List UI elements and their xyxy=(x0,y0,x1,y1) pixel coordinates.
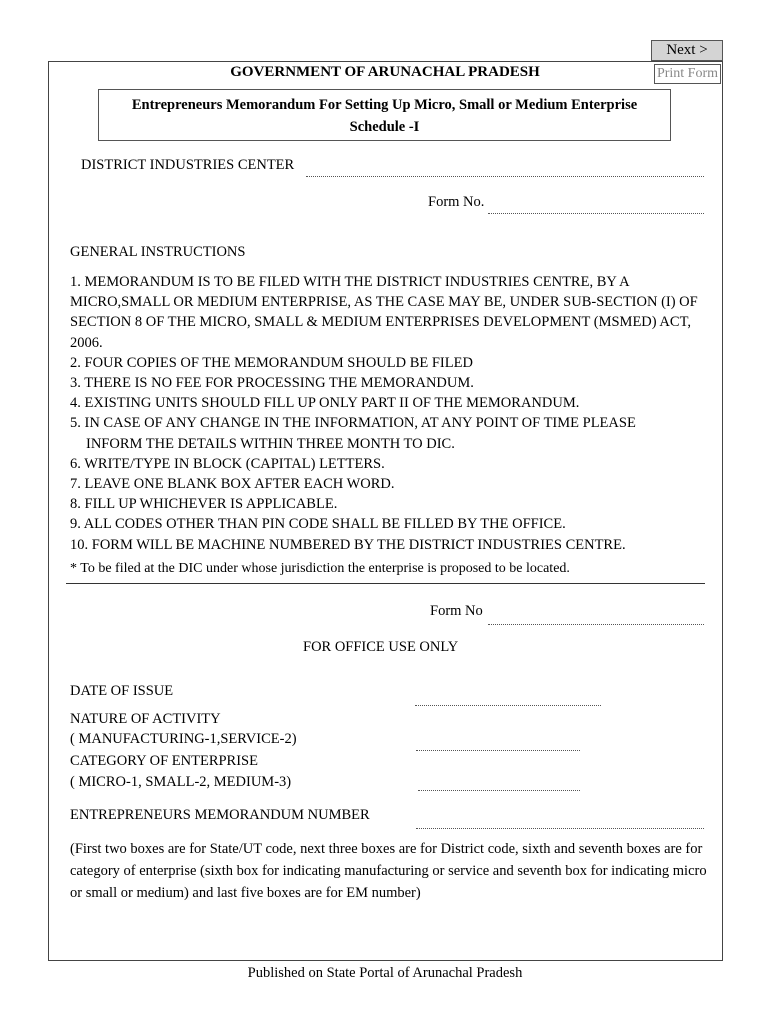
form-no-input-line-2[interactable] xyxy=(488,624,704,625)
district-label: DISTRICT INDUSTRIES CENTER xyxy=(81,157,295,173)
form-no-label-2: Form No xyxy=(430,603,483,619)
nature-of-activity-line[interactable] xyxy=(416,750,580,751)
section-divider xyxy=(66,583,705,584)
instruction-item: 4. EXISTING UNITS SHOULD FILL UP ONLY PART II OF THE MEMORANDUM. xyxy=(70,395,580,412)
form-no-label: Form No. xyxy=(428,194,485,210)
instruction-item: 5. IN CASE OF ANY CHANGE IN THE INFORMATION, AT ANY POINT OF TIME PLEASE xyxy=(70,415,636,432)
instruction-item: 8. FILL UP WHICHEVER IS APPLICABLE. xyxy=(70,496,338,513)
nature-of-activity-label: NATURE OF ACTIVITY xyxy=(70,711,221,727)
government-title: GOVERNMENT OF ARUNACHAL PRADESH xyxy=(230,64,540,80)
instructions-heading: GENERAL INSTRUCTIONS xyxy=(70,244,246,260)
instruction-item: 3. THERE IS NO FEE FOR PROCESSING THE MEMORANDUM. xyxy=(70,375,474,392)
instruction-item: 6. WRITE/TYPE IN BLOCK (CAPITAL) LETTERS. xyxy=(70,455,385,472)
date-of-issue-line[interactable] xyxy=(415,705,601,706)
category-label: CATEGORY OF ENTERPRISE xyxy=(70,753,258,769)
instructions-list xyxy=(70,272,720,579)
office-use-heading: FOR OFFICE USE ONLY xyxy=(303,639,459,655)
nature-of-activity-options: ( MANUFACTURING-1,SERVICE-2) xyxy=(70,731,297,747)
category-options: ( MICRO-1, SMALL-2, MEDIUM-3) xyxy=(70,774,292,790)
instruction-item: 1. MEMORANDUM IS TO BE FILED WITH THE DISTRICT INDUSTRIES CENTRE, BY A MICRO,SMALL OR MEDIUM ENTERPRISE, AS THE CASE MAY BE, UNDER SUB-SECTION (I) OF SECTION 8 OF THE MICRO, SMALL & MEDIUM ENTERPRISES DEVELOPMENT (MSMED) ACT, 2006. xyxy=(70,274,698,351)
print-form-button[interactable]: Print Form xyxy=(654,64,721,84)
form-no-input-line[interactable] xyxy=(488,213,704,214)
instruction-item: INFORM THE DETAILS WITHIN THREE MONTH TO DIC. xyxy=(86,435,455,452)
em-number-line[interactable] xyxy=(416,828,704,829)
schedule-label: Schedule -I xyxy=(349,119,420,135)
next-button[interactable]: Next > xyxy=(651,40,723,61)
instruction-item: 10. FORM WILL BE MACHINE NUMBERED BY THE DISTRICT INDUSTRIES CENTRE. xyxy=(70,536,626,553)
date-of-issue-label: DATE OF ISSUE xyxy=(70,683,174,699)
jurisdiction-note: * To be filed at the DIC under whose jurisdiction the enterprise is proposed to be located. xyxy=(70,560,570,576)
em-number-explanation: (First two boxes are for State/UT code, next three boxes are for District code, sixth and seventh boxes are for category of enterprise (sixth box for indicating manufacturing or service and seventh box for indicating micro or small or medium) and last five boxes are for EM number) xyxy=(70,841,707,901)
instruction-item: 7. LEAVE ONE BLANK BOX AFTER EACH WORD. xyxy=(70,476,395,493)
instruction-item: 2. FOUR COPIES OF THE MEMORANDUM SHOULD BE FILED xyxy=(70,354,473,371)
em-number-label: ENTREPRENEURS MEMORANDUM NUMBER xyxy=(70,807,370,823)
instruction-item: 9. ALL CODES OTHER THAN PIN CODE SHALL BE FILLED BY THE OFFICE. xyxy=(70,516,566,533)
form-title: Entrepreneurs Memorandum For Setting Up Micro, Small or Medium Enterprise xyxy=(131,97,638,113)
footer-published: Published on State Portal of Arunachal Pradesh xyxy=(247,965,523,981)
district-input-line[interactable] xyxy=(306,176,704,177)
form-title-box xyxy=(98,89,671,141)
category-line[interactable] xyxy=(418,790,580,791)
